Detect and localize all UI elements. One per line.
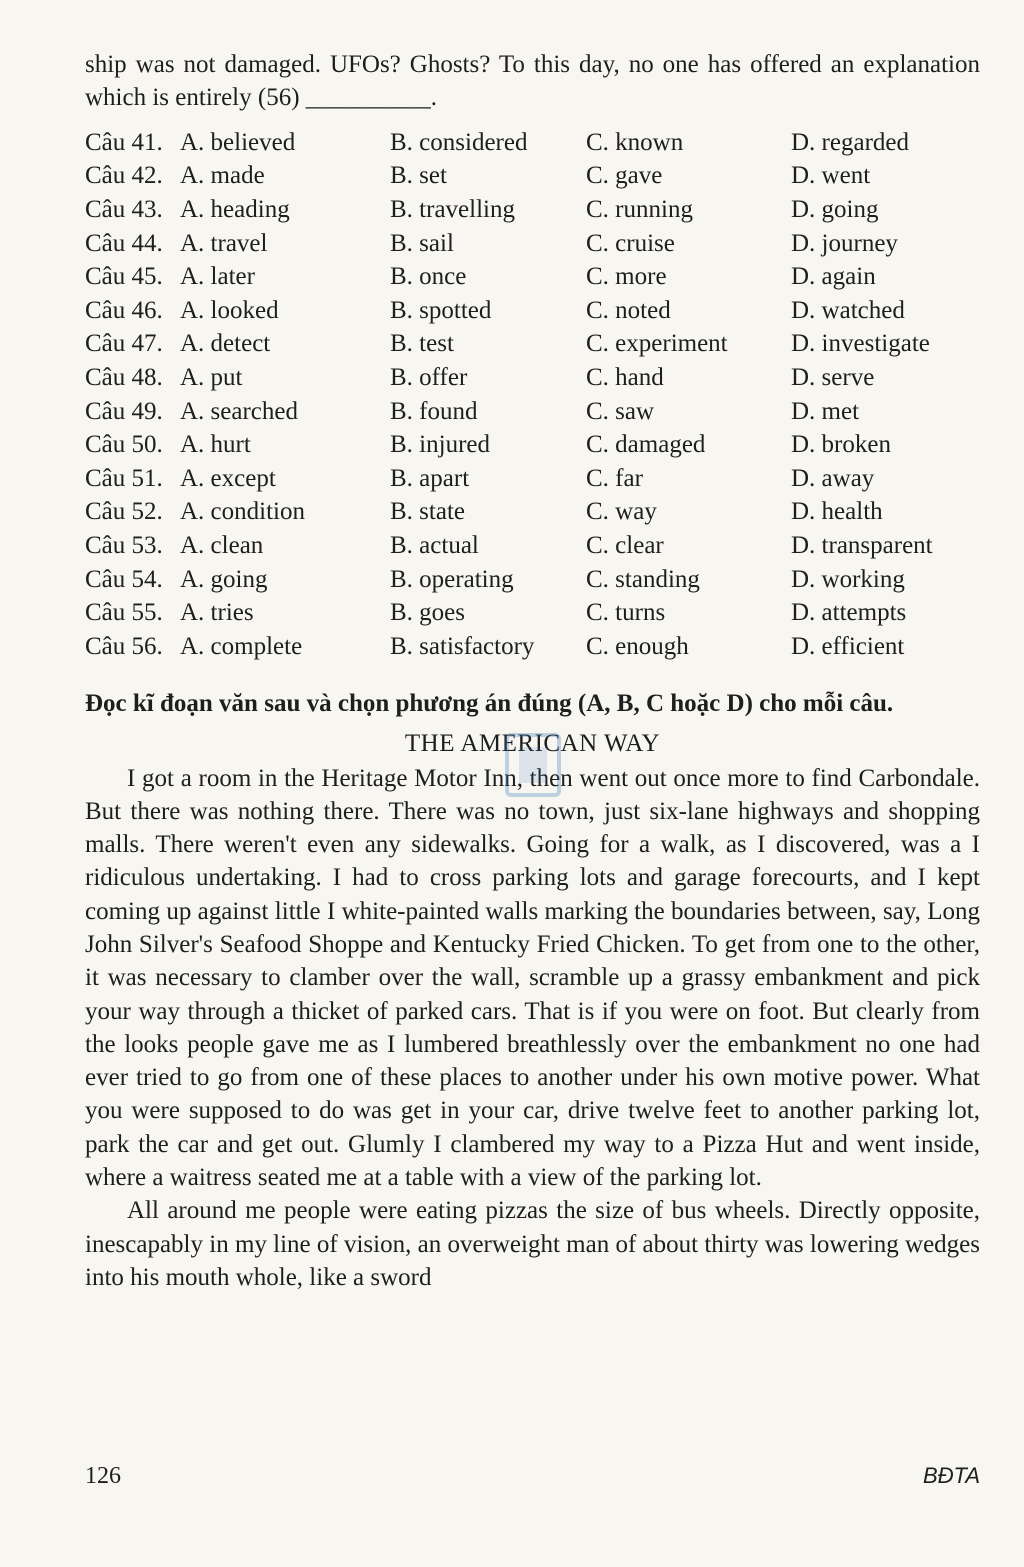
option-b: B. injured	[390, 431, 490, 459]
question-row	[85, 529, 980, 563]
option-b: B. spotted	[390, 296, 492, 324]
question-number: Câu 44.	[85, 229, 163, 257]
question-row	[85, 361, 980, 395]
option-c: C. more	[586, 263, 667, 291]
passage	[85, 762, 980, 1295]
option-d: D. going	[791, 195, 879, 223]
question-number: Câu 45.	[85, 263, 163, 291]
option-c: C. noted	[586, 296, 671, 324]
option-d: D. attempts	[791, 599, 907, 627]
option-a: A. except	[180, 464, 276, 492]
option-d: D. again	[791, 263, 876, 291]
question-row	[85, 260, 980, 294]
option-a: A. complete	[180, 632, 303, 660]
question-number: Câu 53.	[85, 531, 163, 559]
option-d: D. journey	[791, 229, 898, 257]
question-number: Câu 43.	[85, 195, 163, 223]
question-row	[85, 462, 980, 496]
option-a: A. searched	[180, 397, 298, 425]
question-row	[85, 630, 980, 664]
passage-title: THE AMERICAN WAY	[404, 729, 661, 757]
option-a: A. put	[180, 363, 243, 391]
question-number: Câu 52.	[85, 498, 163, 526]
option-a: A. tries	[180, 599, 254, 627]
option-a: A. clean	[180, 531, 264, 559]
option-b: B. apart	[390, 464, 470, 492]
option-a: A. going	[180, 565, 268, 593]
answer-options-table	[85, 126, 980, 664]
option-b: B. set	[390, 162, 447, 190]
section-instruction: Đọc kĩ đoạn văn sau và chọn phương án đúng (A, B, C hoặc D) cho mỗi câu.	[85, 689, 894, 717]
option-d: D. working	[791, 565, 905, 593]
question-number: Câu 54.	[85, 565, 163, 593]
option-b: B. offer	[390, 363, 468, 391]
question-row	[85, 160, 980, 194]
option-d: D. serve	[791, 363, 875, 391]
option-b: B. operating	[390, 565, 514, 593]
question-number: Câu 42.	[85, 162, 163, 190]
option-c: C. far	[586, 464, 643, 492]
passage-paragraph-2: All around me people were eating pizzas the size of bus wheels. Directly opposite, inescapably in my line of vision, an overweight man of about thirty was lowering wedges into his mouth whole, like a sword	[85, 1197, 980, 1291]
option-c: C. experiment	[586, 330, 728, 358]
page-footer	[85, 1463, 980, 1499]
question-number: Câu 50.	[85, 431, 163, 459]
publisher-brand: BĐTA	[922, 1463, 980, 1488]
option-b: B. found	[390, 397, 478, 425]
option-c: C. cruise	[586, 229, 675, 257]
option-b: B. considered	[390, 128, 528, 156]
intro-paragraph: ship was not damaged. UFOs? Ghosts? To this day, no one has offered an explanation which is entirely (56) __________.	[85, 51, 980, 111]
option-a: A. later	[180, 263, 255, 291]
option-c: C. clear	[586, 531, 664, 559]
option-c: C. known	[586, 128, 684, 156]
option-d: D. away	[791, 464, 875, 492]
option-c: C. enough	[586, 632, 689, 660]
option-d: D. regarded	[791, 128, 909, 156]
option-b: B. satisfactory	[390, 632, 535, 660]
option-a: A. heading	[180, 195, 290, 223]
question-row	[85, 193, 980, 227]
option-d: D. transparent	[791, 531, 933, 559]
option-c: C. running	[586, 195, 693, 223]
question-row	[85, 227, 980, 261]
question-row	[85, 596, 980, 630]
page-number: 126	[85, 1463, 121, 1489]
question-number: Câu 56.	[85, 632, 163, 660]
question-number: Câu 55.	[85, 599, 163, 627]
option-b: B. state	[390, 498, 465, 526]
option-d: D. efficient	[791, 632, 905, 660]
option-b: B. goes	[390, 599, 465, 627]
question-row	[85, 294, 980, 328]
option-b: B. test	[390, 330, 454, 358]
option-b: B. actual	[390, 531, 479, 559]
option-d: D. went	[791, 162, 871, 190]
option-a: A. looked	[180, 296, 279, 324]
option-d: D. met	[791, 397, 860, 425]
option-a: A. condition	[180, 498, 305, 526]
question-row	[85, 428, 980, 462]
passage-paragraph-1: I got a room in the Heritage Motor Inn, then went out once more to find Carbondale. But there was nothing there. There was no town, just six-lane highways and shopping malls. There weren't even any sidewalks. Going for a walk, as I discovered, was a I ridiculous undertaking. I had to cross parking lots and garage forecourts, and I kept coming up against little I white-painted walls marking the boundaries between, say, Long John Silver's Seafood Shoppe and Kentucky Fried Chicken. To get from one to the other, it was necessary to clamber over the wall, scramble up a grassy embankment and pick your way through a thicket of parked cars. That is if you were on foot. But clearly from the looks people gave me as I lumbered breathlessly over the embankment no one had ever tried to go from one of these places to another under his own motive power. What you were supposed to do was get in your car, drive twelve feet to another parking lot, park the car and get out. Glumly I clambered my way to a Pizza Hut and went inside, where a waitress seated me at a table with a view of the parking lot.	[85, 764, 980, 1192]
option-c: C. way	[586, 498, 657, 526]
option-a: A. travel	[180, 229, 268, 257]
option-a: A. believed	[180, 128, 296, 156]
option-c: C. gave	[586, 162, 663, 190]
option-c: C. damaged	[586, 431, 706, 459]
option-b: B. sail	[390, 229, 454, 257]
option-d: D. watched	[791, 296, 905, 324]
option-d: D. investigate	[791, 330, 930, 358]
option-c: C. standing	[586, 565, 700, 593]
option-c: C. hand	[586, 363, 664, 391]
option-d: D. health	[791, 498, 883, 526]
option-a: A. made	[180, 162, 265, 190]
question-row	[85, 328, 980, 362]
question-number: Câu 46.	[85, 296, 163, 324]
question-row	[85, 563, 980, 597]
question-number: Câu 41.	[85, 128, 163, 156]
option-b: B. travelling	[390, 195, 515, 223]
question-row	[85, 126, 980, 160]
question-number: Câu 47.	[85, 330, 163, 358]
option-a: A. hurt	[180, 431, 251, 459]
option-d: D. broken	[791, 431, 891, 459]
option-b: B. once	[390, 263, 467, 291]
question-number: Câu 48.	[85, 363, 163, 391]
question-number: Câu 49.	[85, 397, 163, 425]
intro-text	[85, 48, 980, 114]
option-c: C. turns	[586, 599, 666, 627]
option-a: A. detect	[180, 330, 271, 358]
document-page	[85, 48, 980, 1294]
question-number: Câu 51.	[85, 464, 163, 492]
question-row	[85, 395, 980, 429]
question-row	[85, 496, 980, 530]
option-c: C. saw	[586, 397, 655, 425]
